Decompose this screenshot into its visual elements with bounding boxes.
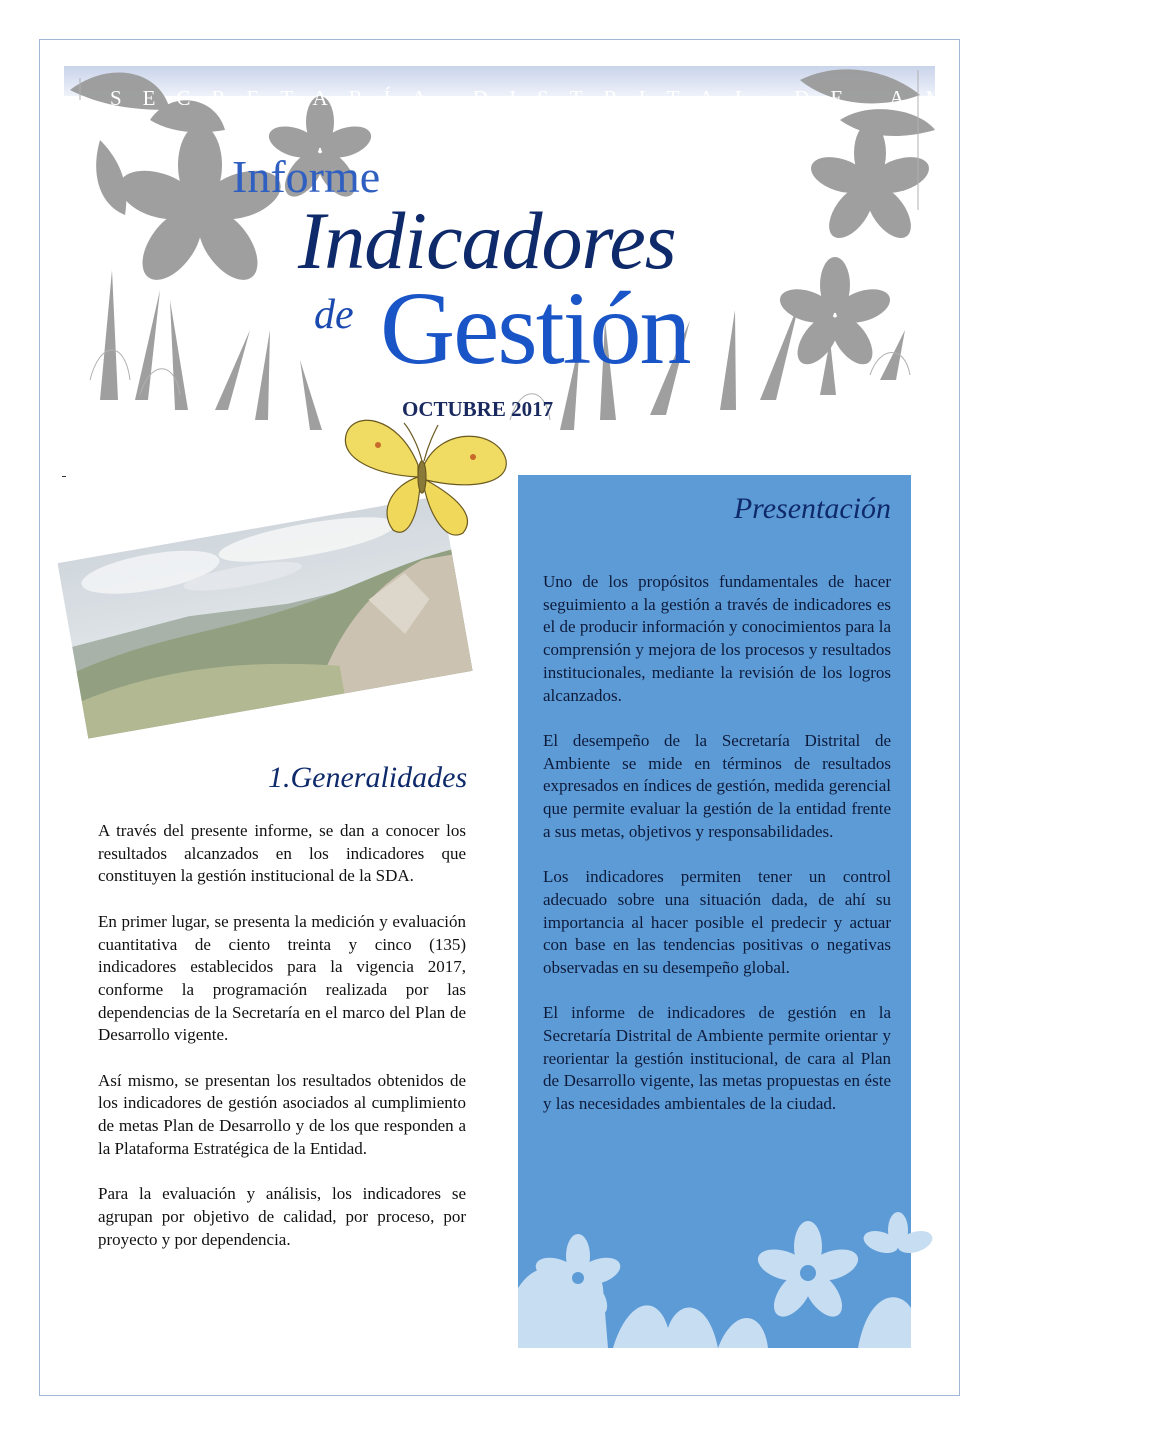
panel-flower-decoration <box>518 1198 911 1348</box>
generalidades-body <box>98 820 466 1274</box>
presentation-paragraph: Los indicadores permiten tener un control adecuado sobre una situación dada, de ahí su importancia al hacer posible el predecir y actuar con base en las tendencias positivas o negativas observadas en su desempeño global. <box>543 867 891 977</box>
title-de: de <box>314 292 354 338</box>
generalidades-paragraph: En primer lugar, se presenta la medición y evaluación cuantitativa de ciento treinta y cinco (135) indicadores establecidos para la vigencia 2017, conforme la programación realizada por las dependencias de la Secretaría en el marco del Plan de Desarrollo vigente. <box>98 911 466 1045</box>
generalidades-paragraph: A través del presente informe, se dan a conocer los resultados alcanzados en los indicadores que constituyen la gestión institucional de la SDA. <box>98 821 466 886</box>
presentation-heading: Presentación <box>733 492 891 525</box>
generalidades-paragraph: Para la evaluación y análisis, los indicadores se agrupan por objetivo de calidad, por proceso, por proyecto y por dependencia. <box>98 1184 466 1249</box>
report-date: OCTUBRE 2017 <box>402 397 554 421</box>
presentation-paragraph: El informe de indicadores de gestión en la Secretaría Distrital de Ambiente permite orientar y reorientar la gestión institucional, de cara al Plan de Desarrollo vigente, las metas propuestas en éste y las necesidades ambientales de la ciudad. <box>543 1003 891 1114</box>
title-informe: Informe <box>232 151 381 202</box>
butterfly-illustration <box>338 405 513 545</box>
organization-name: SECRETARÍA DISTRITAL DE AMBIENTE <box>110 86 1166 110</box>
crop-mark <box>62 476 66 477</box>
presentation-paragraph: El desempeño de la Secretaría Distrital de Ambiente se mide en términos de resultados expresados en índices de gestión, medida gerencial que permite evaluar la gestión de la entidad frente a sus metas, objetivos y responsabilidades. <box>543 730 891 841</box>
presentation-panel <box>518 475 911 1348</box>
generalidades-paragraph: Así mismo, se presentan los resultados obtenidos de los indicadores de gestión asociados al cumplimiento de metas Plan de Desarrollo y de los que responden a la Plataforma Estratégica de la Entidad. <box>98 1070 466 1158</box>
title-indicadores: Indicadores <box>298 195 676 286</box>
generalidades-heading: 1.Generalidades <box>268 761 468 794</box>
presentation-body <box>543 571 891 1139</box>
presentation-paragraph: Uno de los propósitos fundamentales de hacer seguimiento a la gestión a través de indicadores es el de producir información y conocimientos para la comprensión y mejora de los procesos y resultados institucionales, mediante la revisión de los logros alcanzados. <box>543 572 891 705</box>
title-gestion: Gestión <box>380 271 690 386</box>
